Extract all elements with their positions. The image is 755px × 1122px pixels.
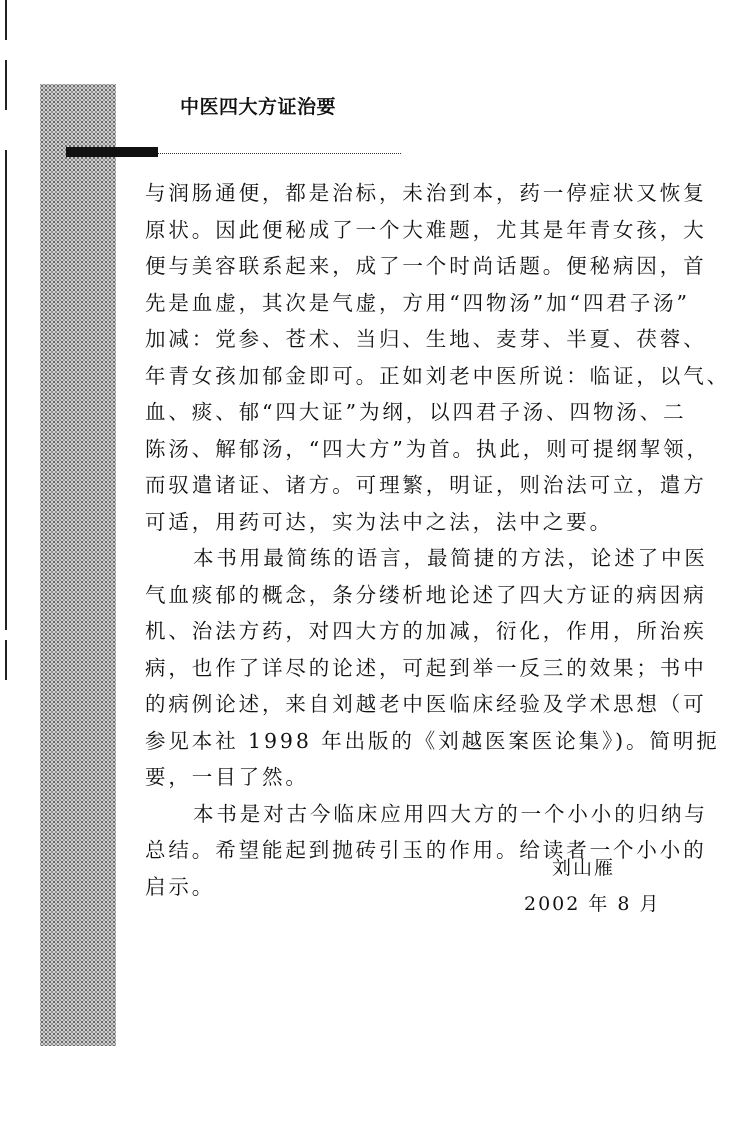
scan-margin-line <box>5 60 7 110</box>
text-line: 病，也作了详尽的论述，可起到举一反三的效果；书中 <box>145 655 707 680</box>
text-line: 的病例论述，来自刘越老中医临床经验及学术思想（可 <box>145 692 707 716</box>
text-line: 本书是对古今临床应用四大方的一个小小的归纳与 <box>193 801 708 826</box>
text-line: 总结。希望能起到抛砖引玉的作用。给读者一个小小的 <box>145 838 707 862</box>
text-line: 便与美容联系起来，成了一个时尚话题。便秘病因，首 <box>145 254 707 278</box>
text-line: 陈汤、解郁汤，“四大方”为首。执此，则可提纲挈领， <box>145 436 710 461</box>
scan-margin-line <box>5 640 7 680</box>
text-line: 要，一目了然。 <box>145 765 309 789</box>
text-line: 原状。因此便秘成了一个大难题，尤其是年青女孩，大 <box>145 217 707 242</box>
text-line: 气血痰郁的概念，条分缕析地论述了四大方证的病因病 <box>145 582 707 607</box>
text-line: 机、治法方药，对四大方的加减，衍化，作用，所治疾 <box>145 619 707 643</box>
text-line: 而驭遣诸证、诸方。可理繁，明证，则治法可立，遣方 <box>145 473 707 497</box>
scan-margin-line <box>5 150 7 630</box>
text-line: 先是血虚，其次是气虚，方用“四物汤”加“四君子汤” <box>145 290 690 315</box>
text-line: 参见本社 1998 年出版的《刘越医案医论集》)。简明扼 <box>145 728 720 753</box>
header-dotted-rule <box>158 153 401 154</box>
body-text <box>145 175 730 905</box>
text-line: 血、痰、郁“四大证”为纲，以四君子汤、四物汤、二 <box>145 400 687 424</box>
scan-margin-line <box>5 0 7 40</box>
running-head: 中医四大方证治要 <box>180 96 337 118</box>
text-line: 可适，用药可达，实为法中之法，法中之要。 <box>145 509 613 534</box>
text-line: 启示。 <box>145 874 216 899</box>
signature-date: 2002 年 8 月 <box>524 893 661 915</box>
text-line: 与润肠通便，都是治标，未治到本，药一停症状又恢复 <box>145 181 707 205</box>
text-line: 年青女孩加郁金即可。正如刘老中医所说：临证，以气、 <box>145 363 730 388</box>
author-signature: 刘山雁 <box>552 857 616 879</box>
decorative-side-strip <box>40 84 116 1046</box>
text-line: 加减：党参、苍术、当归、生地、麦芽、半夏、茯蓉、 <box>145 327 707 351</box>
header-bar-mark <box>66 147 158 157</box>
text-line: 本书用最简练的语言，最简捷的方法，论述了中医 <box>193 546 708 570</box>
